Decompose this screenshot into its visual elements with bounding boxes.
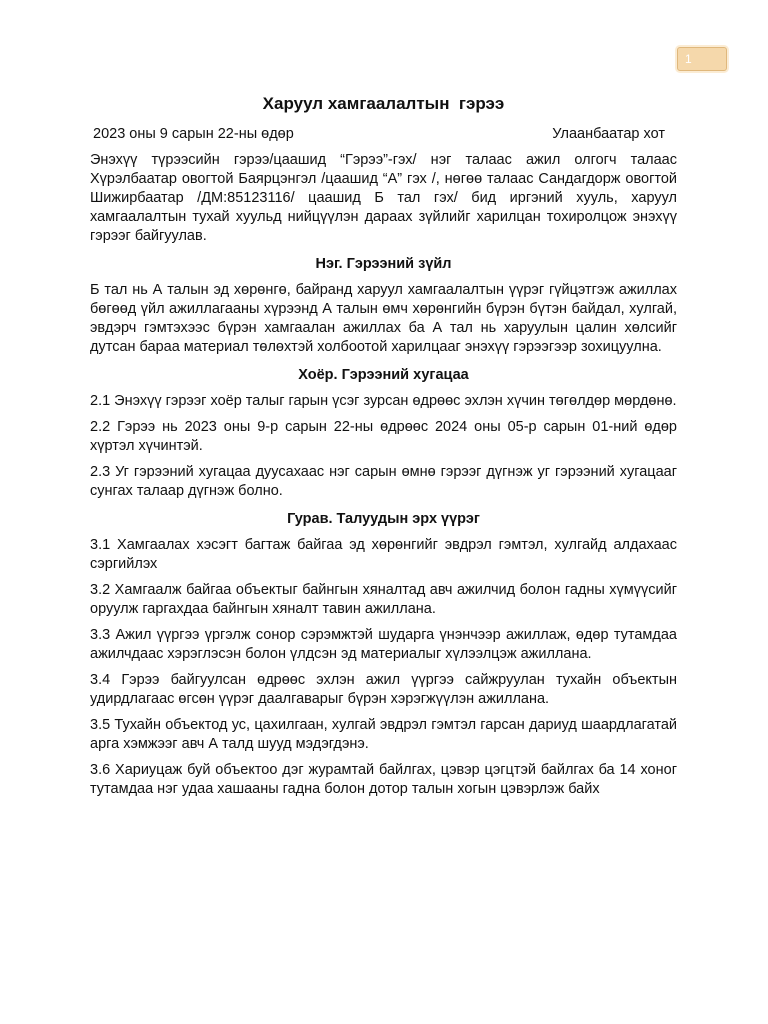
contract-date: 2023 оны 9 сарын 22-ны өдөр bbox=[93, 126, 294, 142]
contract-location: Улаанбаатар хот bbox=[552, 126, 665, 142]
section-heading: Нэг. Гэрээний зүйл bbox=[315, 256, 452, 272]
section-subject bbox=[90, 254, 677, 357]
clause-3-1: 3.1 Хамгаалах хэсэгт багтаж байгаа эд хөрөнгийг эвдрэл гэмтэл, хулгайд алдахаас сэргийлэх bbox=[90, 537, 677, 572]
clause-3-2: 3.2 Хамгаалж байгаа объектыг байнгын хяналтад авч ажилчид болон гадны хүмүүсийг оруулж гаргахдаа байнгын хяналт тавин ажиллана. bbox=[90, 582, 677, 617]
clause-2-2: 2.2 Гэрээ нь 2023 оны 9-р сарын 22-ны өдрөөс 2024 оны 05-р сарын 01-ний өдөр хүртэл хүчинтэй. bbox=[90, 419, 677, 454]
document-title: Харуул хамгаалалтын гэрээ bbox=[262, 94, 505, 113]
clause-3-4: 3.4 Гэрээ байгуулсан өдрөөс эхлэн ажил үүргээ сайжруулан тухайн объектын удирдлагаас өгсөн үүрэг даалгаварыг бүрэн хэрэгжүүлэн ажиллана. bbox=[90, 672, 677, 707]
clause-3-5: 3.5 Тухайн объектод ус, цахилгаан, хулгай эвдрэл гэмтэл гарсан дариуд шаардлагатай арга хэмжээг авч А талд шууд мэдэгдэнэ. bbox=[90, 717, 677, 752]
clause-3-3: 3.3 Ажил үүргээ үргэлж сонор сэрэмжтэй шударга үнэнчээр ажиллаж, өдөр тутамдаа ажилчдаас хэрэглэсэн болон үлдсэн эд материалыг хүлээлцэж ажиллана. bbox=[90, 627, 677, 662]
section-heading: Хоёр. Гэрээний хугацаа bbox=[298, 367, 469, 383]
contract-document bbox=[90, 92, 677, 799]
section-rights-duties bbox=[90, 509, 677, 799]
clause-2-1: 2.1 Энэхүү гэрээг хоёр талыг гарын үсэг зурсан өдрөөс эхлэн хүчин төгөлдөр мөрдөнө. bbox=[90, 393, 677, 409]
page-number-badge: 1 bbox=[677, 47, 727, 71]
clause-2-3: 2.3 Уг гэрээний хугацаа дуусахаас нэг сарын өмнө гэрээг дүгнэж уг гэрээний хугацааг сунгах талаар дүгнэж болно. bbox=[90, 464, 677, 499]
section-term bbox=[90, 365, 677, 501]
section-heading: Гурав. Талуудын эрх үүрэг bbox=[287, 511, 480, 527]
date-location-line bbox=[90, 124, 677, 144]
intro-paragraph: Энэхүү түрээсийн гэрээ/цаашид “Гэрээ”-гэх/ нэг талаас ажил олгогч талаас Хүрэлбаатар овогтой Баярцэнгэл /цаашид “А” гэх /, нөгөө талаас Сандагдорж овогтой Шижирбаатар /ДМ:85123116/ цаашид Б тал гэх/ бид иргэний хууль, харуул хамгаалалтын тухай хуульд нийцүүлэн дараах зүйлийг харилцан тохиролцож энэхүү гэрээг байгуулав. bbox=[90, 152, 677, 244]
section-paragraph: Б тал нь А талын эд хөрөнгө, байранд харуул хамгаалалтын үүрэг гүйцэтгэж ажиллах бөгөөд үйл ажиллагааны хүрээнд А талын өмч хөрөнгийн бүрэн бүтэн байдал, хулгай, эвдэрч гэмтэхээс бүрэн хамгаалан ажиллах ба А тал нь харуулын цалин хөлсийг дутсан бараа материал төлөхтэй холбоотой харилцааг энэхүү гэрээгээр зохицуулна. bbox=[90, 282, 677, 355]
clause-3-6: 3.6 Хариуцаж буй объектоо дэг журамтай байлгах, цэвэр цэгцтэй байлгах ба 14 хоног тутамдаа нэг удаа хашааны гадна болон дотор талын хогын цэвэрлэж байх bbox=[90, 762, 677, 797]
